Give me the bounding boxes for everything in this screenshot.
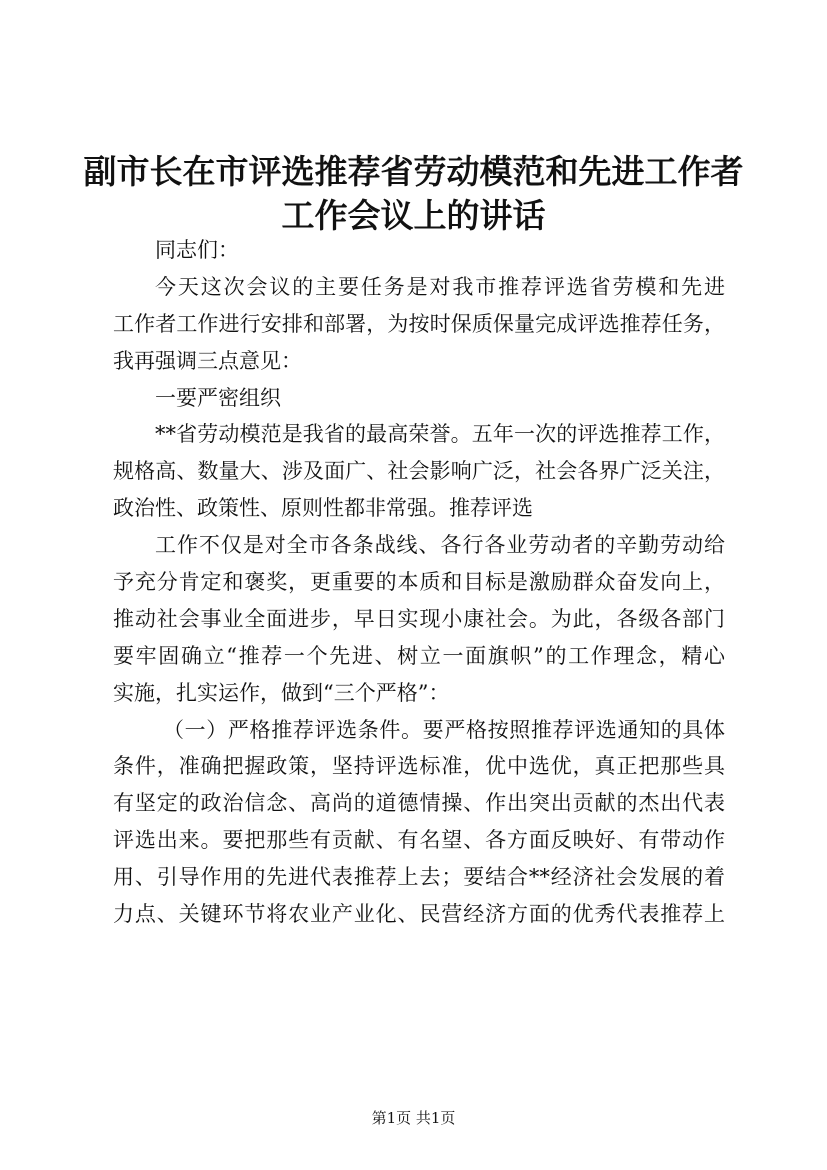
paragraph-line: 工作不仅是对全市各条战线、各行各业劳动者的辛勤劳动给	[155, 533, 725, 558]
paragraph-line: 条件，准确把握政策，坚持评选标准，优中选优，真正把那些具	[113, 754, 725, 779]
paragraph-line: 规格高、数量大、涉及面广、社会影响广泛，社会各界广泛关注，	[113, 459, 725, 484]
paragraph-line: 政治性、政策性、原则性都非常强。推荐评选	[113, 496, 533, 521]
paragraph-line: 有坚定的政治信念、高尚的道德情操、作出突出贡献的杰出代表	[113, 791, 725, 816]
section-heading: 一要严密组织	[155, 385, 281, 410]
paragraph-line: 今天这次会议的主要任务是对我市推荐评选省劳模和先进	[155, 274, 725, 299]
paragraph-line: 评选出来。要把那些有贡献、有名望、各方面反映好、有带动作	[113, 828, 725, 853]
page-number-footer: 第1页 共1页	[371, 1109, 456, 1127]
paragraph-line: 用、引导作用的先进代表推荐上去；要结合**经济社会发展的着	[113, 865, 725, 890]
paragraph-line: 我再强调三点意见：	[113, 348, 302, 373]
paragraph-line: （一）严格推荐评选条件。要严格按照推荐评选通知的具体	[163, 717, 725, 742]
paragraph-line: 实施，扎实运作，做到“三个严格”：	[113, 680, 450, 705]
paragraph-line: 要牢固确立“推荐一个先进、树立一面旗帜”的工作理念，精心	[113, 643, 725, 668]
paragraph-line: 力点、关键环节将农业产业化、民营经济方面的优秀代表推荐上	[113, 902, 725, 927]
document-body	[113, 232, 725, 933]
document-title-line-2: 工作会议上的讲话	[281, 196, 546, 235]
paragraph-line: 推动社会事业全面进步，早日实现小康社会。为此，各级各部门	[113, 606, 725, 631]
salutation: 同志们：	[155, 238, 239, 262]
paragraph-line: **省劳动模范是我省的最高荣誉。五年一次的评选推荐工作，	[155, 422, 725, 447]
paragraph-line: 予充分肯定和褒奖，更重要的本质和目标是激励群众奋发向上，	[113, 570, 725, 595]
paragraph-line: 工作者工作进行安排和部署，为按时保质保量完成评选推荐任务，	[113, 311, 725, 336]
document-title-line-1: 副市长在市评选推荐省劳动模范和先进工作者	[83, 152, 744, 191]
